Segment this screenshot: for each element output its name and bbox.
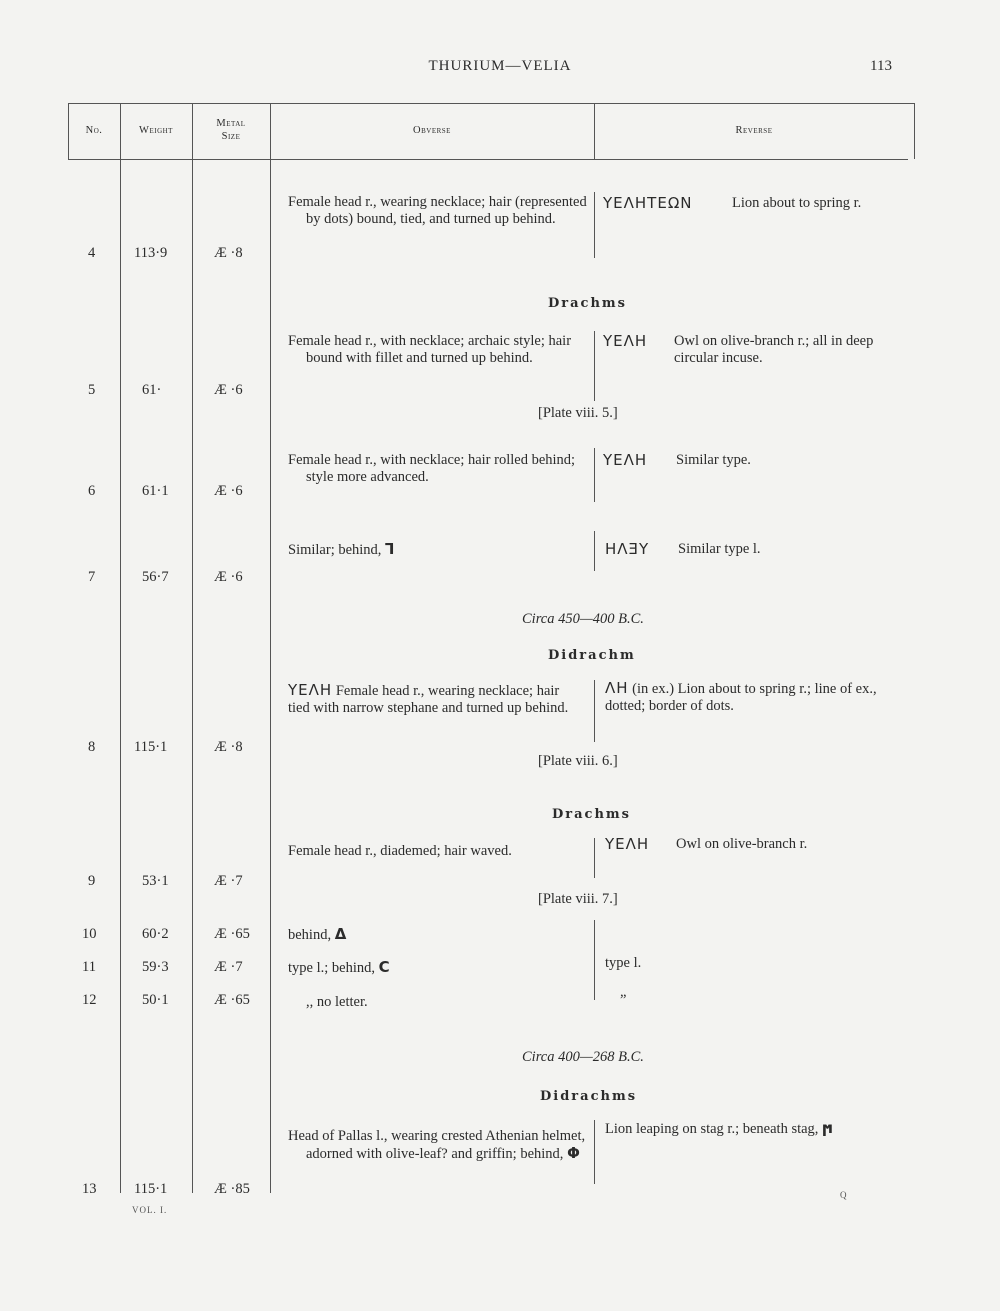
row-7-weight: 56·7 bbox=[142, 569, 169, 585]
row-4-obverse: Female head r., wearing necklace; hair (represented by dots) bound, tied, and turned up behind. bbox=[288, 194, 587, 227]
plate-ref-6: [Plate viii. 6.] bbox=[538, 753, 618, 769]
row-6-reverse-legend: ΥΕΛΗ bbox=[603, 451, 648, 469]
footer-volume-signature: VOL. I. bbox=[132, 1205, 168, 1215]
footer-gathering-signature: Q bbox=[840, 1190, 848, 1200]
col-header-metal: Metal bbox=[216, 118, 246, 129]
period-heading-2: Circa 400—268 B.C. bbox=[522, 1049, 644, 1065]
row-11-obverse-text: type l.; behind, bbox=[288, 960, 375, 976]
col-header-weight: Weight bbox=[139, 125, 173, 136]
row-13-obverse bbox=[288, 1128, 600, 1162]
row-7-metal: Æ ·6 bbox=[214, 569, 243, 585]
row-7-divider bbox=[594, 531, 595, 571]
page-number: 113 bbox=[870, 58, 892, 74]
row-13-reverse-text: Lion leaping on stag r.; beneath stag, bbox=[605, 1121, 819, 1137]
row-13-no: 13 bbox=[82, 1181, 97, 1197]
row-6-reverse: Similar type. bbox=[676, 452, 751, 468]
row-12-no: 12 bbox=[82, 992, 97, 1008]
col-header-no: No. bbox=[85, 125, 103, 136]
row-8-weight: 115·1 bbox=[134, 739, 168, 755]
row-13-reverse bbox=[605, 1120, 905, 1138]
row-9-metal: Æ ·7 bbox=[214, 873, 243, 889]
row-8-reverse-legend: ΛΗ bbox=[605, 679, 629, 697]
row-6-obverse: Female head r., with necklace; hair rolled behind; style more advanced. bbox=[288, 452, 576, 485]
row-12-obverse: ,, no letter. bbox=[306, 994, 368, 1010]
rows-10-12-divider bbox=[594, 920, 595, 1000]
row-4-weight: 113·9 bbox=[134, 245, 168, 261]
row-5-metal: Æ ·6 bbox=[214, 382, 243, 398]
row-9-divider bbox=[594, 838, 595, 878]
row-5-reverse-legend: ΥΕΛΗ bbox=[603, 332, 648, 350]
col-header-obverse: Obverse bbox=[413, 125, 451, 136]
row-5-obverse: Female head r., with necklace; archaic style; hair bound with fillet and turned up behind. bbox=[288, 333, 572, 366]
row-8-no: 8 bbox=[88, 739, 96, 755]
running-title: THURIUM—VELIA bbox=[428, 58, 572, 74]
section-drachms-2: Drachms bbox=[552, 807, 631, 822]
row-8-obverse bbox=[288, 682, 584, 716]
row-12-weight: 50·1 bbox=[142, 992, 169, 1008]
row-13-reverse-symbol: ϻ bbox=[822, 1119, 835, 1137]
row-11-weight: 59·3 bbox=[142, 959, 169, 975]
row-13-divider bbox=[594, 1120, 595, 1184]
row-5-reverse: Owl on olive-branch r.; all in deep circular incuse. bbox=[674, 333, 874, 366]
row-10-obverse-text: behind, bbox=[288, 927, 332, 943]
row-13-obverse-text: Head of Pallas l., wearing crested Athenian helmet, adorned with olive-leaf? and griffin; behind, bbox=[288, 1128, 586, 1162]
row-7-obverse-text: Similar; behind, bbox=[288, 542, 382, 558]
row-11-metal: Æ ·7 bbox=[214, 959, 243, 975]
row-9-obverse: Female head r., diademed; hair waved. bbox=[288, 843, 512, 859]
row-10-no: 10 bbox=[82, 926, 97, 942]
row-7-reverse: Similar type l. bbox=[678, 541, 761, 557]
row-6-divider bbox=[594, 448, 595, 502]
row-12-reverse: ” bbox=[620, 992, 627, 1008]
table-top-rule bbox=[68, 103, 915, 104]
table-right-rule bbox=[914, 103, 915, 159]
row-4-divider bbox=[594, 192, 595, 258]
row-9-reverse-legend: ΥΕΛΗ bbox=[605, 835, 650, 853]
row-13-metal: Æ ·85 bbox=[214, 1181, 250, 1197]
row-8-divider bbox=[594, 680, 595, 742]
row-7-obverse bbox=[288, 541, 394, 559]
row-10-obverse bbox=[288, 926, 347, 944]
section-didrachms: Didrachms bbox=[540, 1089, 638, 1104]
row-7-no: 7 bbox=[88, 569, 96, 585]
row-8-metal: Æ ·8 bbox=[214, 739, 243, 755]
row-6-metal: Æ ·6 bbox=[214, 483, 243, 499]
row-8-obverse-legend: ΥΕΛΗ bbox=[288, 681, 333, 699]
row-10-metal: Æ ·65 bbox=[214, 926, 250, 942]
row-4-no: 4 bbox=[88, 245, 96, 261]
row-13-obverse-symbol: Φ bbox=[567, 1143, 581, 1162]
row-9-reverse: Owl on olive-branch r. bbox=[676, 836, 808, 852]
row-12-metal: Æ ·65 bbox=[214, 992, 250, 1008]
row-13-weight: 115·1 bbox=[134, 1181, 168, 1197]
row-5-divider bbox=[594, 331, 595, 401]
row-8-reverse-text: (in ex.) Lion about to spring r.; line of ex., dotted; border of dots. bbox=[605, 681, 877, 714]
row-11-obverse-symbol: Ϲ bbox=[378, 958, 391, 976]
row-8-obverse-text: Female head r., wearing necklace; hair tied with narrow stephane and turned up behind. bbox=[288, 683, 569, 716]
row-7-reverse-legend: ΗΛƎΥ bbox=[605, 540, 650, 558]
col-header-reverse: Reverse bbox=[735, 125, 773, 136]
header-bottom-rule bbox=[68, 159, 908, 160]
row-11-no: 11 bbox=[82, 959, 96, 975]
row-5-no: 5 bbox=[88, 382, 96, 398]
row-6-no: 6 bbox=[88, 483, 96, 499]
col-rule-metal bbox=[270, 103, 271, 1193]
row-4-reverse-legend: ΥΕΛΗΤΕΩΝ bbox=[603, 194, 693, 212]
row-10-obverse-symbol: Δ bbox=[334, 925, 348, 943]
row-10-weight: 60·2 bbox=[142, 926, 169, 942]
row-11-obverse bbox=[288, 959, 391, 977]
row-8-reverse bbox=[605, 680, 903, 714]
row-9-weight: 53·1 bbox=[142, 873, 169, 889]
plate-ref-5: [Plate viii. 5.] bbox=[538, 405, 618, 421]
row-9-no: 9 bbox=[88, 873, 96, 889]
row-4-reverse: Lion about to spring r. bbox=[732, 195, 862, 211]
plate-ref-7: [Plate viii. 7.] bbox=[538, 891, 618, 907]
col-header-size: Size bbox=[221, 131, 241, 142]
row-4-metal: Æ ·8 bbox=[214, 245, 243, 261]
period-heading-1: Circa 450—400 B.C. bbox=[522, 611, 644, 627]
col-header-metal-size bbox=[192, 117, 270, 143]
row-7-obverse-symbol: ꓶ bbox=[385, 540, 395, 558]
row-6-weight: 61·1 bbox=[142, 483, 169, 499]
col-rule-no bbox=[120, 103, 121, 1193]
row-11-reverse: type l. bbox=[605, 955, 642, 971]
section-didrachm: Didrachm bbox=[548, 648, 636, 663]
col-rule-weight bbox=[192, 103, 193, 1193]
section-drachms-1: Drachms bbox=[548, 296, 627, 311]
row-5-weight: 61· bbox=[142, 382, 162, 398]
